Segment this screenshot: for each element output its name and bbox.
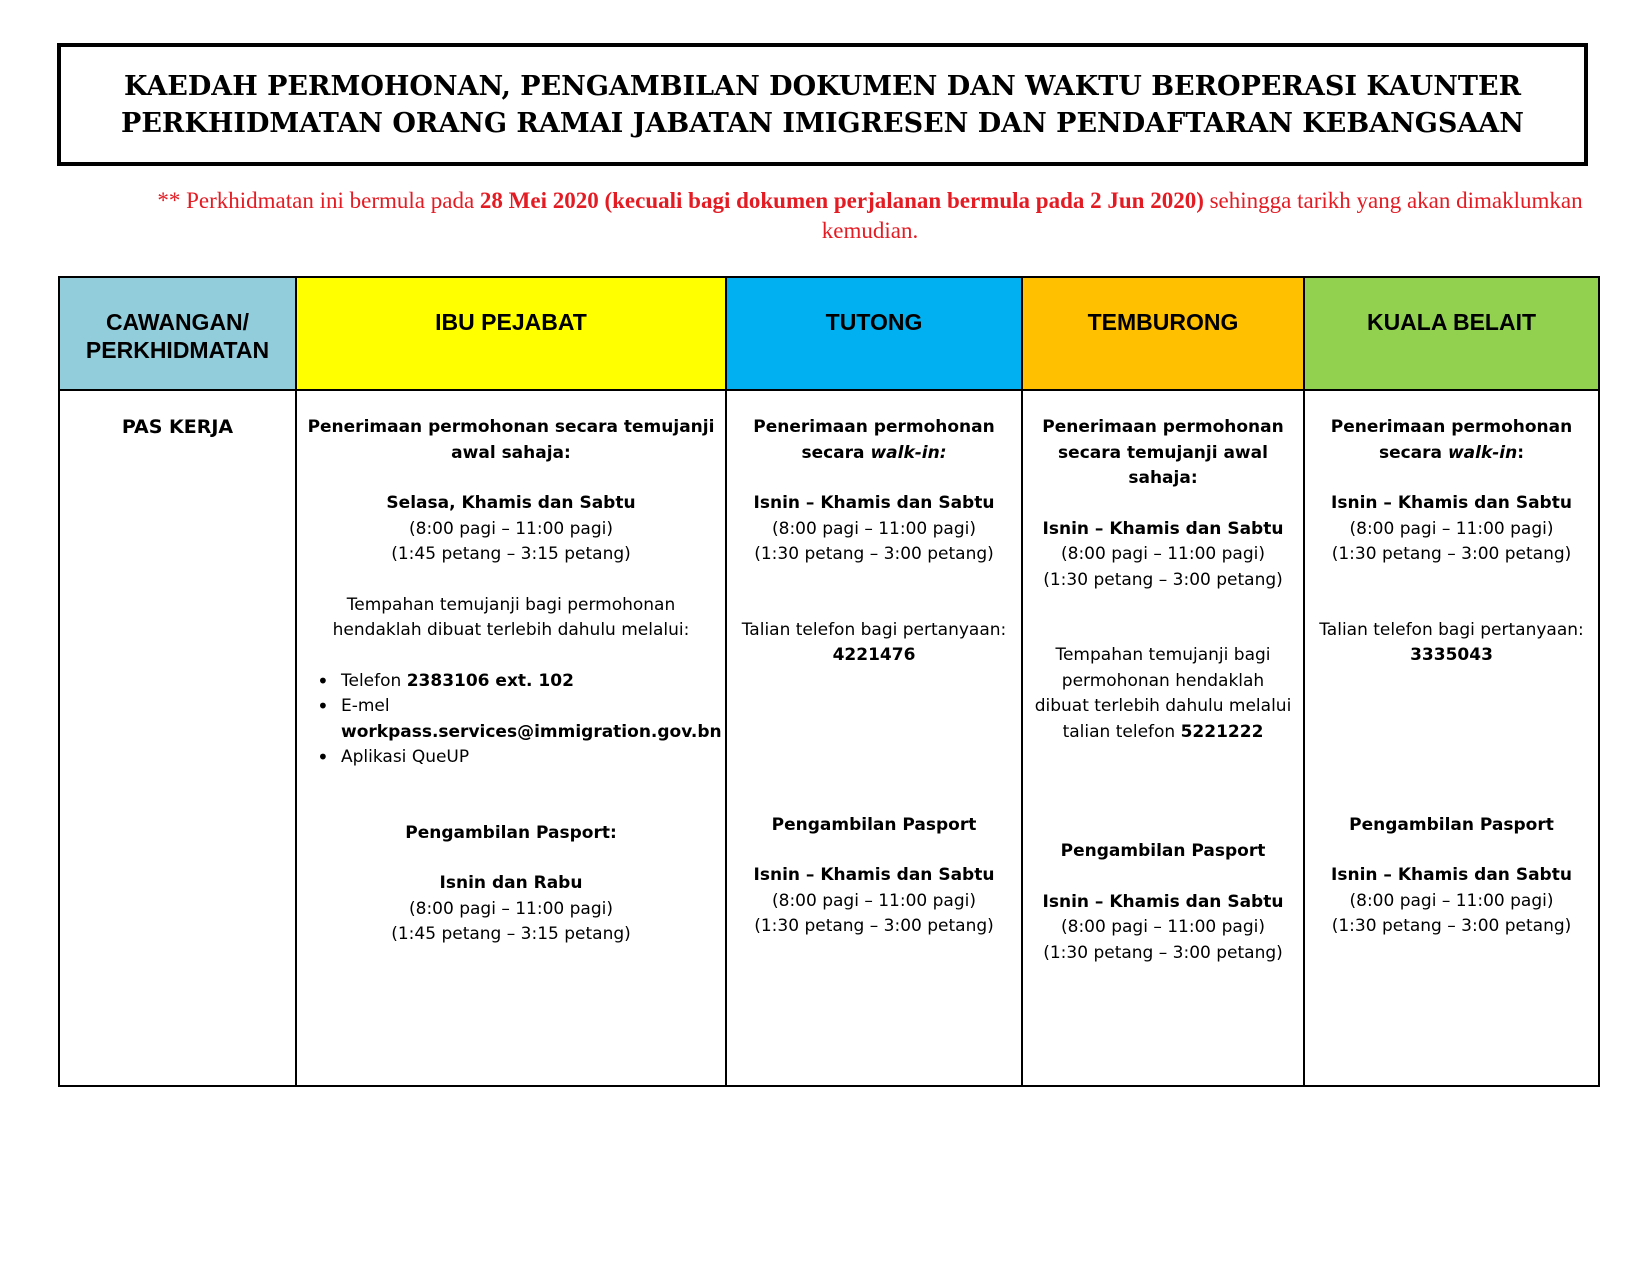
ibu-pejabat-cell (296, 390, 726, 1086)
ibu-apply-time-2: (1:45 petang – 3:15 petang) (391, 544, 631, 564)
header-cawangan-line1: CAWANGAN/ (105, 309, 250, 335)
tutong-collect-days: Isnin – Khamis dan Sabtu (753, 865, 995, 885)
notice-suffix: sehingga tarikh yang akan dimaklumkan kemudian. (821, 188, 1583, 243)
temburong-booking-2: permohonan hendaklah (1061, 670, 1265, 691)
tutong-apply-heading-1: Penerimaan permohonan (753, 417, 995, 437)
tutong-phone-label: Talian telefon bagi pertanyaan: (741, 619, 1007, 640)
tutong-collect-heading: Pengambilan Pasport (771, 814, 977, 835)
ibu-apply-days: Selasa, Khamis dan Sabtu (386, 493, 636, 513)
kb-apply-time-1: (8:00 pagi – 11:00 pagi) (1349, 518, 1554, 539)
header-tutong: TUTONG (726, 277, 1022, 390)
service-notice (140, 186, 1600, 246)
notice-dates: 28 Mei 2020 (kecuali bagi dokumen perjalanan bermula pada 2 Jun 2020) (479, 188, 1204, 213)
email-label: E-mel (341, 696, 390, 716)
phone-number: 2383106 ext. 102 (406, 670, 574, 691)
kb-apply-time-2: (1:30 petang – 3:00 petang) (1331, 544, 1572, 564)
kb-collect-time-1: (8:00 pagi – 11:00 pagi) (1349, 890, 1554, 911)
header-kuala-belait: KUALA BELAIT (1304, 277, 1599, 390)
list-item (317, 669, 715, 695)
header-row (59, 277, 1599, 390)
temburong-cell (1022, 390, 1304, 1086)
list-item (317, 745, 715, 771)
schedule-table (58, 276, 1600, 1087)
temburong-apply-days: Isnin – Khamis dan Sabtu (1042, 518, 1284, 539)
tutong-phone-number: 4221476 (832, 645, 916, 665)
ibu-apply-time-1: (8:00 pagi – 11:00 pagi) (409, 518, 613, 539)
ibu-collect-time-2: (1:45 petang – 3:15 petang) (391, 924, 631, 944)
tutong-cell (726, 390, 1022, 1086)
ibu-collect-days: Isnin dan Rabu (439, 873, 583, 893)
kuala-belait-cell (1304, 390, 1599, 1086)
header-temburong: TEMBURONG (1022, 277, 1304, 390)
temburong-apply-time-2: (1:30 petang – 3:00 petang) (1043, 569, 1283, 590)
ibu-collect-heading: Pengambilan Pasport: (405, 822, 617, 843)
temburong-apply-time-1: (8:00 pagi – 11:00 pagi) (1061, 544, 1265, 564)
kb-collect-heading: Pengambilan Pasport (1349, 814, 1554, 835)
tutong-apply-time-2: (1:30 petang – 3:00 petang) (754, 544, 994, 564)
tutong-apply-time-1: (8:00 pagi – 11:00 pagi) (772, 518, 976, 539)
notice-prefix: ** Perkhidmatan ini bermula pada (157, 188, 480, 213)
temburong-collect-time-2: (1:30 petang – 3:00 petang) (1043, 942, 1283, 963)
ibu-collect-time-1: (8:00 pagi – 11:00 pagi) (409, 898, 613, 919)
service-cell (59, 390, 296, 1086)
temburong-booking-1: Tempahan temujanji bagi (1055, 645, 1271, 665)
ibu-apply-heading-1: Penerimaan permohonan secara temujanji (307, 417, 715, 437)
ibu-booking-2: hendaklah dibuat terlebih dahulu melalui: (332, 620, 690, 640)
temburong-booking-4: talian telefon 5221222 (1062, 721, 1264, 742)
ibu-booking-1: Tempahan temujanji bagi permohonan (346, 594, 676, 615)
kb-apply-days: Isnin – Khamis dan Sabtu (1331, 493, 1572, 513)
kb-apply-heading-2: secara walk-in: (1378, 442, 1525, 463)
table-row (59, 390, 1599, 1086)
kb-apply-heading-1: Penerimaan permohonan (1330, 417, 1573, 437)
tutong-apply-days: Isnin – Khamis dan Sabtu (753, 493, 995, 513)
kb-phone-number: 3335043 (1410, 645, 1493, 665)
service-name: PAS KERJA (121, 416, 234, 438)
tutong-apply-heading-2: secara walk-in: (801, 442, 947, 463)
kb-phone-label: Talian telefon bagi pertanyaan: (1319, 619, 1584, 640)
header-cawangan (59, 277, 296, 390)
title-line-2: PERKHIDMATAN ORANG RAMAI JABATAN IMIGRESEN DAN PENDAFTARAN KEBANGSAAN (121, 107, 1524, 139)
header-ibu-pejabat: IBU PEJABAT (296, 277, 726, 390)
temburong-apply-heading-1: Penerimaan permohonan (1042, 417, 1284, 437)
document-title (57, 43, 1588, 166)
title-line-1: KAEDAH PERMOHONAN, PENGAMBILAN DOKUMEN DAN WAKTU BEROPERASI KAUNTER (123, 70, 1522, 102)
temburong-phone-number: 5221222 (1180, 721, 1264, 742)
list-item (317, 694, 722, 745)
kb-collect-time-2: (1:30 petang – 3:00 petang) (1331, 916, 1572, 936)
phone-label: Telefon (341, 670, 407, 691)
tutong-collect-time-2: (1:30 petang – 3:00 petang) (754, 916, 994, 936)
kb-collect-days: Isnin – Khamis dan Sabtu (1331, 865, 1572, 885)
temburong-apply-heading-2: secara temujanji awal sahaja: (1058, 442, 1268, 488)
ibu-booking-methods (307, 669, 722, 771)
temburong-collect-days: Isnin – Khamis dan Sabtu (1042, 891, 1284, 912)
temburong-collect-heading: Pengambilan Pasport (1060, 841, 1266, 861)
tutong-collect-time-1: (8:00 pagi – 11:00 pagi) (772, 890, 976, 911)
header-cawangan-line2: PERKHIDMATAN (85, 337, 270, 363)
temburong-booking-3: dibuat terlebih dahulu melalui (1034, 696, 1292, 716)
app-label: Aplikasi QueUP (341, 747, 470, 767)
temburong-collect-time-1: (8:00 pagi – 11:00 pagi) (1061, 917, 1265, 937)
email-address: workpass.services@immigration.gov.bn (341, 721, 722, 742)
ibu-apply-heading-2: awal sahaja: (451, 442, 571, 463)
